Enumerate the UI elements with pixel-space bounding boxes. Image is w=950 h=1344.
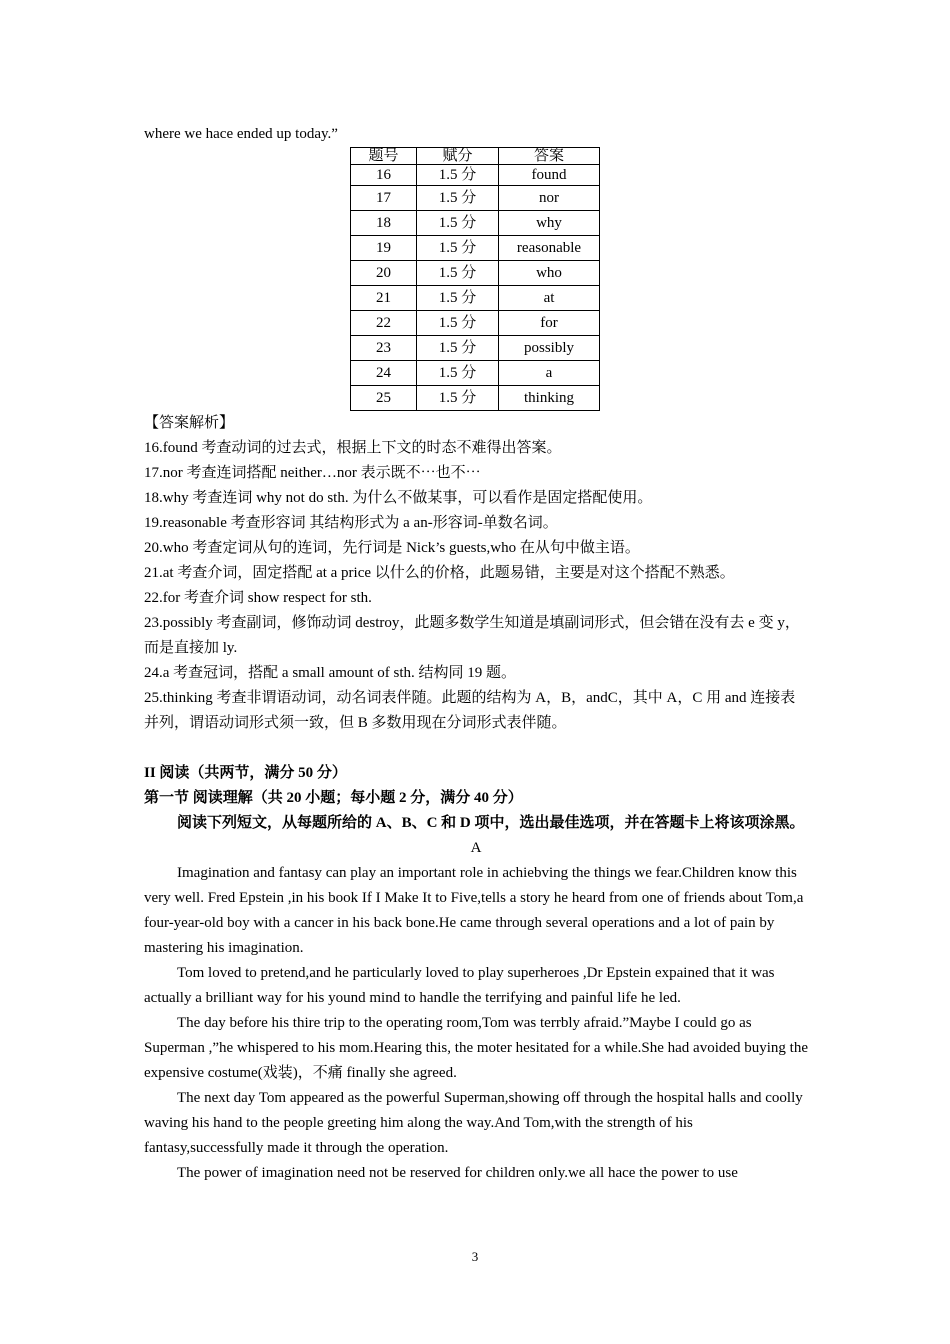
table-row <box>351 311 600 336</box>
answer: possibly <box>499 336 600 361</box>
passage-paragraph: The day before his thire trip to the operating room,Tom was terrbly afraid.”Maybe I could go as Superman ,”he whispered to his mom.Hearing this, the moter hesitated for a while.She had avoided buying the expensive costume(戏装)，不痛 finally she agreed. <box>144 1015 809 1081</box>
score: 1.5 分 <box>417 286 499 311</box>
question-number: 25 <box>351 386 417 411</box>
score: 1.5 分 <box>417 261 499 286</box>
score: 1.5 分 <box>417 361 499 386</box>
question-number: 22 <box>351 311 417 336</box>
header-question-number: 题号 <box>351 148 417 165</box>
analysis-item: 19.reasonable 考查形容词 其结构形式为 a an-形容词-单数名词。 <box>144 515 558 531</box>
part-title: II 阅读（共两节，满分 50 分） <box>144 765 347 781</box>
analysis-item: 21.at 考查介词，固定搭配 at a price 以什么的价格，此题易错，主要是对这个搭配不熟悉。 <box>144 565 735 581</box>
analysis-item: 17.nor 考查连词搭配 neither…nor 表示既不⋯也不⋯ <box>144 465 481 481</box>
question-number: 23 <box>351 336 417 361</box>
table-header-row <box>351 148 600 165</box>
table-row <box>351 386 600 411</box>
score: 1.5 分 <box>417 386 499 411</box>
table-row <box>351 211 600 236</box>
question-number: 24 <box>351 361 417 386</box>
analysis-item: 16.found 考查动词的过去式，根据上下文的时态不难得出答案。 <box>144 440 562 456</box>
answer: found <box>499 165 600 186</box>
analysis-item: 22.for 考查介词 show respect for sth. <box>144 590 372 606</box>
table-row <box>351 361 600 386</box>
instruction: 阅读下列短文，从每题所给的 A、B、C 和 D 项中，选出最佳选项，并在答题卡上将该项涂黑。 <box>177 815 805 831</box>
table-row <box>351 186 600 211</box>
answer-table <box>350 147 600 411</box>
question-number: 19 <box>351 236 417 261</box>
passage-paragraph: Imagination and fantasy can play an important role in achiebving the things we fear.Children know this very well. Fred Epstein ,in his book If I Make It to Five,tells a story he heard from one of friends about Tom,a four-year-old boy with a cancer in his back bone.He came through several operations and a lot of pain by mastering his imagination. <box>144 865 804 956</box>
score: 1.5 分 <box>417 186 499 211</box>
answer: why <box>499 211 600 236</box>
score: 1.5 分 <box>417 236 499 261</box>
answer: a <box>499 361 600 386</box>
section-subtitle: 第一节 阅读理解（共 20 小题；每小题 2 分，满分 40 分） <box>144 790 523 806</box>
question-number: 21 <box>351 286 417 311</box>
intro-line: where we hace ended up today.” <box>144 126 338 142</box>
table-row <box>351 261 600 286</box>
answer: at <box>499 286 600 311</box>
answer: thinking <box>499 386 600 411</box>
answer: who <box>499 261 600 286</box>
passage-paragraph: The next day Tom appeared as the powerful Superman,showing off through the hospital halls and coolly waving his hand to the people greeting him along the way.And Tom,with the strength of his fantasy,successfully made it through the operation. <box>144 1090 803 1156</box>
reading-passage <box>144 861 808 1186</box>
spacer <box>144 736 808 761</box>
answer: reasonable <box>499 236 600 261</box>
score: 1.5 分 <box>417 336 499 361</box>
score: 1.5 分 <box>417 211 499 236</box>
answer: for <box>499 311 600 336</box>
page-content <box>144 122 808 1186</box>
analysis-item: 25.thinking 考查非谓语动词，动名词表伴随。此题的结构为 A，B，andC，其中 A，C 用 and 连接表并列，谓语动词形式须一致，但 B 多数用现在分词形式表伴随。 <box>144 690 796 731</box>
table-row <box>351 336 600 361</box>
analysis-item: 18.why 考查连词 why not do sth. 为什么不做某事，可以看作是固定搭配使用。 <box>144 490 653 506</box>
header-answer: 答案 <box>499 148 600 165</box>
question-number: 20 <box>351 261 417 286</box>
page-number: 3 <box>471 1249 479 1264</box>
analysis-item: 20.who 考查定词从句的连词，先行词是 Nick’s guests,who 在从句中做主语。 <box>144 540 640 556</box>
header-score: 赋分 <box>417 148 499 165</box>
analysis-item: 24.a 考查冠词，搭配 a small amount of sth. 结构同 19 题。 <box>144 665 517 681</box>
table-row <box>351 236 600 261</box>
score: 1.5 分 <box>417 311 499 336</box>
question-number: 16 <box>351 165 417 186</box>
passage-paragraph: Tom loved to pretend,and he particularly loved to play superheroes ,Dr Epstein expained that it was actually a brilliant way for his yound mind to handle the terrifying and painful life he led. <box>144 965 775 1006</box>
analysis-heading: 【答案解析】 <box>144 415 235 431</box>
table-row <box>351 165 600 186</box>
table-row <box>351 286 600 311</box>
passage-label: A <box>470 840 482 856</box>
passage-paragraph: The power of imagination need not be reserved for children only.we all hace the power to use <box>177 1165 738 1181</box>
question-number: 17 <box>351 186 417 211</box>
analysis-item: 23.possibly 考查副词，修饰动词 destroy，此题多数学生知道是填副词形式，但会错在没有去 e 变 y，而是直接加 ly. <box>144 615 800 656</box>
score: 1.5 分 <box>417 165 499 186</box>
question-number: 18 <box>351 211 417 236</box>
answer: nor <box>499 186 600 211</box>
